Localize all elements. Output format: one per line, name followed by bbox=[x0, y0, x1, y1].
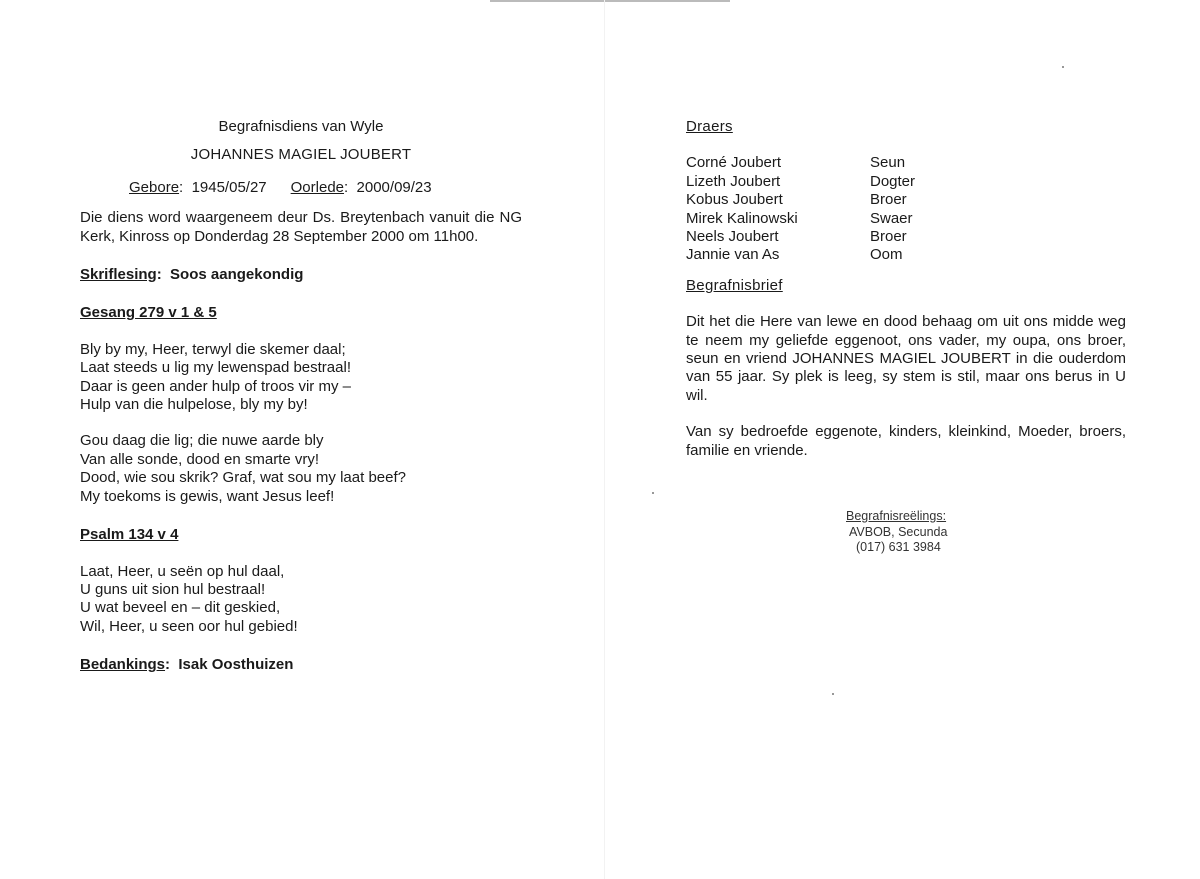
scripture-label: Skriflesing bbox=[80, 266, 157, 284]
bearer-relation: Swaer bbox=[870, 209, 913, 227]
service-details: Die diens word waargeneem deur Ds. Breytenbach vanuit die NG Kerk, Kinross op Donderdag 28 September 2000 om 11h00. bbox=[80, 209, 522, 245]
bearer-name: Neels Joubert bbox=[686, 228, 779, 246]
scan-speck bbox=[1062, 66, 1064, 68]
scan-speck bbox=[652, 492, 654, 494]
scripture-heading: Skriflesing: Soos aangekondig bbox=[80, 266, 304, 284]
verse-line: Gou daag die lig; die nuwe aarde bly bbox=[80, 432, 324, 450]
born-label: Gebore bbox=[129, 178, 180, 196]
bearer-row bbox=[686, 210, 1126, 228]
bearer-relation: Dogter bbox=[870, 172, 916, 190]
verse-line: Bly by my, Heer, terwyl die skemer daal; bbox=[80, 340, 346, 358]
arrangements-company: AVBOB, Secunda bbox=[849, 524, 948, 539]
bearer-name: Kobus Joubert bbox=[686, 191, 783, 209]
thanks-value: Isak Oosthuizen bbox=[178, 656, 294, 674]
deceased-name: JOHANNES MAGIEL JOUBERT bbox=[190, 146, 412, 164]
bearer-row bbox=[686, 246, 1126, 264]
intro-heading: Begrafnisdiens van Wyle bbox=[218, 118, 384, 135]
bearer-relation: Broer bbox=[870, 191, 907, 209]
bearer-row bbox=[686, 228, 1126, 246]
scan-top-edge bbox=[490, 0, 730, 2]
died-label: Oorlede bbox=[290, 178, 345, 196]
bearer-relation: Oom bbox=[870, 246, 903, 264]
verse-line: Hulp van die hulpelose, bly my by! bbox=[80, 396, 308, 414]
thanks-heading: Bedankings: Isak Oosthuizen bbox=[80, 656, 294, 674]
hymn-verse-2 bbox=[80, 432, 522, 506]
letter-text-2: in die ouderdom van 55 jaar. Sy plek is leeg, sy stem is stil, maar ons berus in U wil. bbox=[686, 350, 1127, 404]
psalm-title: Psalm 134 v 4 bbox=[80, 526, 179, 544]
born-date: 1945/05/27 bbox=[191, 178, 267, 196]
verse-line: Van alle sonde, dood en smarte vry! bbox=[80, 450, 320, 468]
verse-line: Dood, wie sou skrik? Graf, wat sou my laat beef? bbox=[80, 469, 406, 487]
dates-row: Gebore: 1945/05/27 Oorlede: 2000/09/23 bbox=[129, 178, 432, 196]
verse-line: Laat steeds u lig my lewenspad bestraal! bbox=[80, 359, 351, 377]
verse-line: U guns uit sion hul bestraal! bbox=[80, 580, 266, 598]
letter-heading: Begrafnisbrief bbox=[686, 276, 783, 294]
bearer-relation: Broer bbox=[870, 228, 907, 246]
thanks-label: Bedankings bbox=[80, 656, 166, 674]
verse-line: Wil, Heer, u seen oor hul gebied! bbox=[80, 617, 298, 635]
psalm-heading bbox=[80, 526, 522, 544]
bearer-name: Corné Joubert bbox=[686, 154, 782, 172]
bearer-row bbox=[686, 173, 1126, 191]
hymn-verse-1 bbox=[80, 341, 522, 415]
verse-line: Daar is geen ander hulp of troos vir my – bbox=[80, 377, 351, 395]
left-page bbox=[80, 118, 522, 675]
letter-name: JOHANNES MAGIEL JOUBERT bbox=[792, 350, 1011, 368]
psalm-verse bbox=[80, 563, 522, 637]
hymn-title: Gesang 279 v 1 & 5 bbox=[80, 304, 217, 322]
funeral-arrangements bbox=[846, 509, 947, 556]
died-date: 2000/09/23 bbox=[356, 178, 432, 196]
arrangements-label: Begrafnisreëlings: bbox=[846, 509, 947, 523]
mourners-text: Van sy bedroefde eggenote, kinders, kleinkind, Moeder, broers, familie en vriende. bbox=[686, 423, 1126, 459]
bearers-heading: Draers bbox=[686, 118, 733, 135]
verse-line: Laat, Heer, u seën op hul daal, bbox=[80, 562, 285, 580]
funeral-letter bbox=[686, 313, 1126, 405]
hymn-heading bbox=[80, 304, 522, 322]
verse-line: U wat beveel en – dit geskied, bbox=[80, 599, 281, 617]
bearer-name: Jannie van As bbox=[686, 246, 780, 264]
bearer-name: Lizeth Joubert bbox=[686, 172, 781, 190]
bearer-relation: Seun bbox=[870, 154, 906, 172]
page-fold-line bbox=[604, 0, 605, 879]
scripture-value: Soos aangekondig bbox=[170, 266, 304, 284]
verse-line: My toekoms is gewis, want Jesus leef! bbox=[80, 487, 335, 505]
bearer-row bbox=[686, 154, 1126, 172]
scan-speck bbox=[832, 693, 834, 695]
bearer-name: Mirek Kalinowski bbox=[686, 209, 798, 227]
bearers-list bbox=[686, 154, 1126, 264]
right-page bbox=[686, 118, 1126, 460]
arrangements-phone: (017) 631 3984 bbox=[856, 540, 941, 554]
bearer-row bbox=[686, 191, 1126, 209]
letter-text-1: Dit het die Here van lewe en dood behaag om uit ons midde weg te neem my geliefde eggenoot, ons vader, my oupa, ons broer, seun en vriend bbox=[686, 313, 1126, 368]
